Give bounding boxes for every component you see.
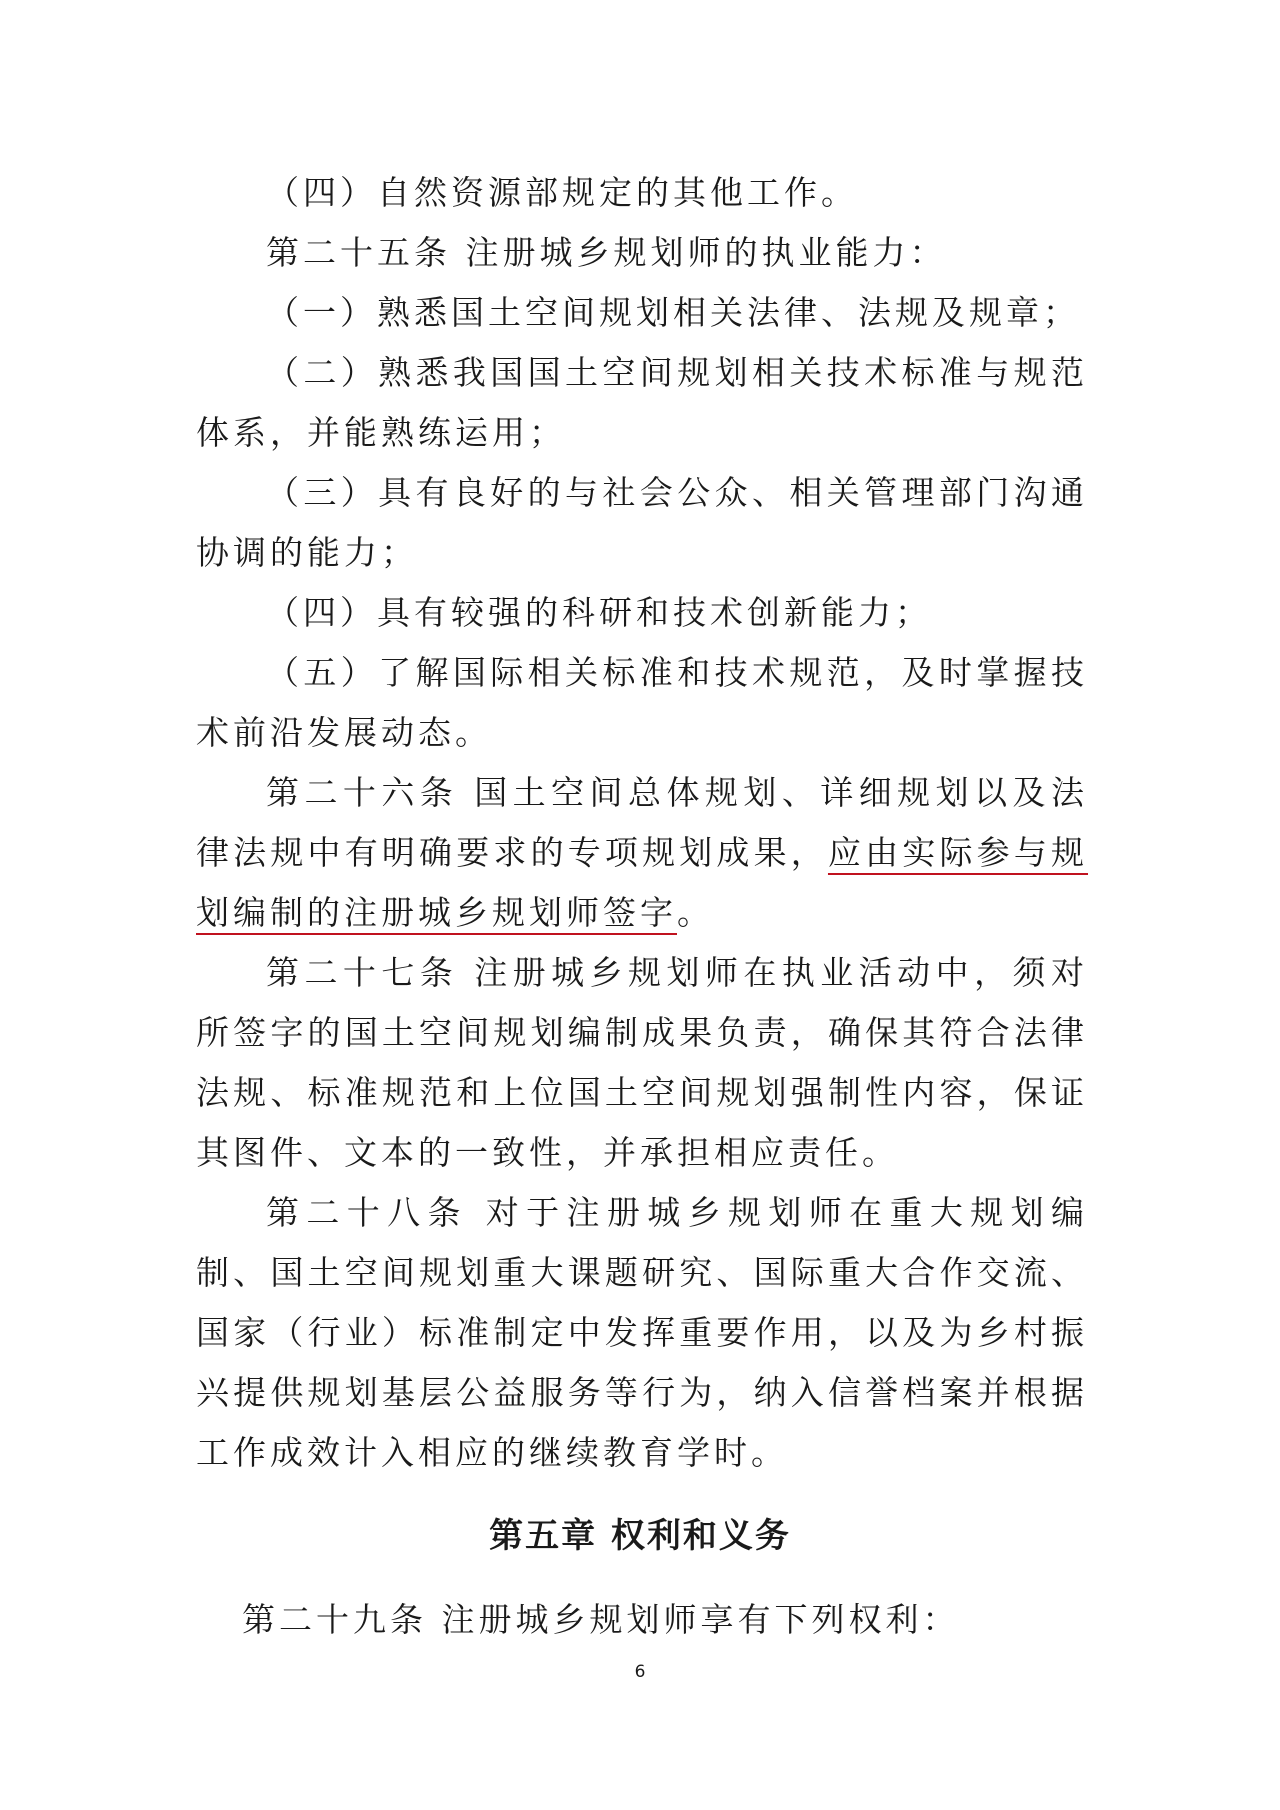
article-27: 第二十七条 注册城乡规划师在执业活动中，须对所签字的国土空间规划编制成果负责，确保其符合法律法规、标准规范和上位国土空间规划强制性内容，保证其图件、文本的一致性，并承担相应责任。 [196, 953, 1088, 1172]
article-26 [196, 763, 1088, 943]
ability-item-2: （二）熟悉我国国土空间规划相关技术标准与规范体系，并能熟练运用； [196, 353, 1088, 452]
ability-item-4: （四）具有较强的科研和技术创新能力； [266, 593, 932, 632]
page-number: 6 [634, 1662, 646, 1682]
paragraph-item-4-other-work: （四）自然资源部规定的其他工作。 [266, 173, 858, 212]
article-29-heading: 第二十九条 注册城乡规划师享有下列权利： [242, 1600, 960, 1639]
chapter-title: 第五章 权利和义务 [489, 1516, 791, 1556]
article-26-text: 第二十六条 国土空间总体规划、详细规划以及法律法规中有明确要求的专项规划成果， [196, 773, 1088, 872]
ability-item-3: （三）具有良好的与社会公众、相关管理部门沟通协调的能力； [196, 473, 1088, 572]
body-text [196, 163, 1088, 1483]
ability-item-1: （一）熟悉国土空间规划相关法律、法规及规章； [266, 293, 1080, 332]
article-28: 第二十八条 对于注册城乡规划师在重大规划编制、国土空间规划重大课题研究、国际重大合作交流、国家（行业）标准制定中发挥重要作用，以及为乡村振兴提供规划基层公益服务等行为，纳入信誉档案并根据工作成效计入相应的继续教育学时。 [196, 1193, 1088, 1472]
article-25-heading: 第二十五条 注册城乡规划师的执业能力： [266, 233, 947, 272]
article-26-end: 。 [677, 893, 714, 932]
article-26-underlined-text: 应由实际参与规划编制的注册城乡规划师签字 [196, 833, 1089, 932]
ability-item-5: （五）了解国际相关标准和技术规范，及时掌握技术前沿发展动态。 [196, 653, 1088, 752]
